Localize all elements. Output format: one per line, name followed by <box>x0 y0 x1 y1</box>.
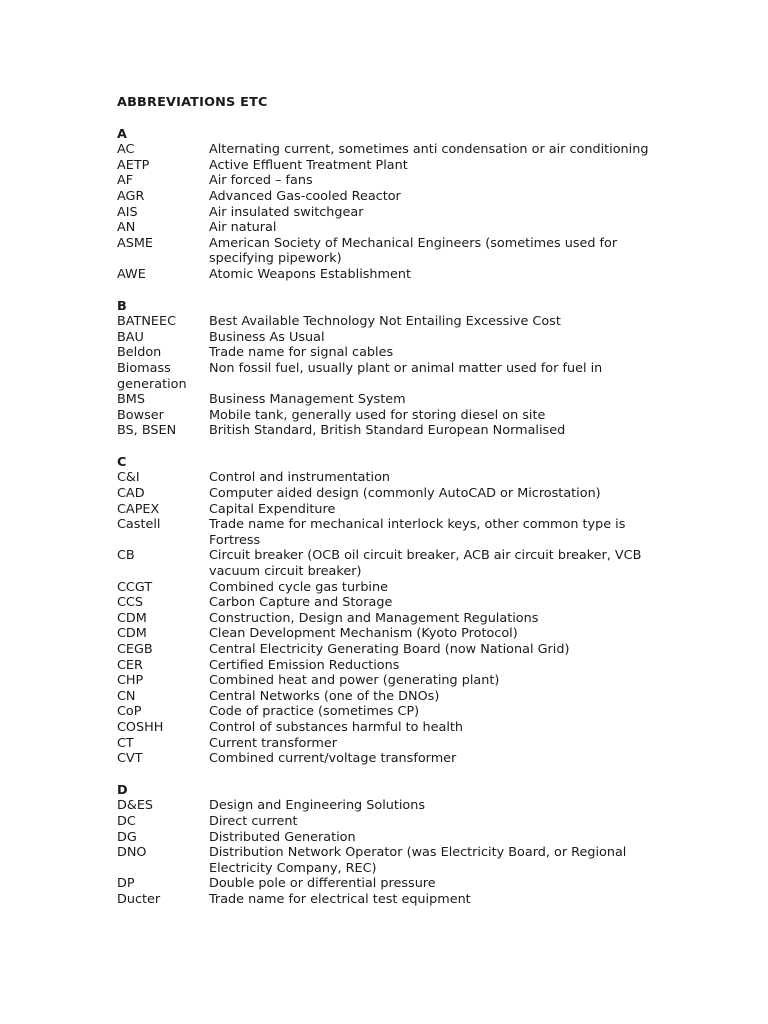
abbreviation-term: Bowser <box>117 407 164 423</box>
glossary-sections <box>117 127 677 908</box>
abbreviation-definition: Construction, Design and Management Regulations <box>209 610 539 626</box>
abbreviation-definition: Control and instrumentation <box>209 470 391 486</box>
section-letter-heading: A <box>117 126 127 142</box>
abbreviation-definition: Trade name for electrical test equipment <box>209 891 471 907</box>
abbreviation-definition: Clean Development Mechanism (Kyoto Protocol) <box>209 626 518 642</box>
abbreviation-term: CCGT <box>117 579 153 595</box>
glossary-entry <box>117 720 677 736</box>
glossary-entry <box>117 345 677 361</box>
abbreviation-term: AN <box>117 220 136 236</box>
glossary-entry <box>117 502 677 518</box>
abbreviation-term: ASME <box>117 235 154 251</box>
abbreviation-definition: Certified Emission Reductions <box>209 657 400 673</box>
abbreviation-definition: Combined heat and power (generating plant) <box>209 673 500 689</box>
abbreviation-term: CoP <box>117 704 142 720</box>
abbreviation-definition: Business Management System <box>209 392 406 408</box>
abbreviation-term: DG <box>117 829 137 845</box>
abbreviation-definition: Control of substances harmful to health <box>209 719 464 735</box>
abbreviation-definition: Alternating current, sometimes anti condensation or air conditioning <box>209 142 649 158</box>
glossary-entry <box>117 392 677 408</box>
abbreviation-definition: Carbon Capture and Storage <box>209 595 393 611</box>
abbreviation-term: CAPEX <box>117 501 160 517</box>
glossary-entry <box>117 892 677 908</box>
glossary-entry <box>117 470 677 486</box>
section-letter-heading: C <box>117 454 127 470</box>
abbreviation-term: AGR <box>117 188 145 204</box>
abbreviation-term: BATNEEC <box>117 314 177 330</box>
glossary-entry <box>117 845 677 876</box>
glossary-entry <box>117 314 677 330</box>
abbreviation-term: Castell <box>117 517 161 533</box>
abbreviation-definition: Business As Usual <box>209 329 325 345</box>
abbreviation-term: DP <box>117 876 135 892</box>
glossary-entry <box>117 626 677 642</box>
section-letter-heading: D <box>117 782 128 798</box>
abbreviation-term: CAD <box>117 486 145 502</box>
abbreviation-term: Biomass generation <box>117 360 187 392</box>
abbreviation-definition: Trade name for mechanical interlock keys, other common type is Fortress <box>209 517 626 548</box>
abbreviation-term: AC <box>117 142 135 158</box>
glossary-entry <box>117 751 677 767</box>
glossary-section-a <box>117 127 677 283</box>
abbreviation-definition: Best Available Technology Not Entailing Excessive Cost <box>209 314 561 330</box>
glossary-entry <box>117 814 677 830</box>
glossary-entry <box>117 673 677 689</box>
abbreviation-term: DNO <box>117 845 147 861</box>
abbreviation-definition: Atomic Weapons Establishment <box>209 266 412 282</box>
glossary-entry <box>117 267 677 283</box>
abbreviation-definition: Direct current <box>209 813 298 829</box>
abbreviation-term: CDM <box>117 626 147 642</box>
abbreviation-definition: Non fossil fuel, usually plant or animal matter used for fuel in <box>209 360 603 376</box>
abbreviation-term: C&I <box>117 470 140 486</box>
abbreviation-term: Ducter <box>117 891 161 907</box>
abbreviation-definition: Air natural <box>209 220 277 236</box>
glossary-entry <box>117 205 677 221</box>
glossary-entry <box>117 642 677 658</box>
abbreviation-definition: Current transformer <box>209 735 337 751</box>
glossary-entry <box>117 876 677 892</box>
abbreviation-definition: Central Networks (one of the DNOs) <box>209 688 440 704</box>
abbreviation-term: DC <box>117 813 136 829</box>
abbreviation-definition: Distributed Generation <box>209 829 356 845</box>
abbreviation-term: COSHH <box>117 719 164 735</box>
abbreviation-term: AWE <box>117 266 146 282</box>
glossary-entry <box>117 517 677 548</box>
abbreviation-term: AETP <box>117 157 150 173</box>
abbreviation-term: AF <box>117 173 134 189</box>
abbreviation-term: CB <box>117 548 135 564</box>
abbreviation-term: CCS <box>117 595 143 611</box>
glossary-entry <box>117 486 677 502</box>
abbreviation-term: CT <box>117 735 134 751</box>
abbreviation-definition: Design and Engineering Solutions <box>209 798 426 814</box>
abbreviation-definition: American Society of Mechanical Engineers (sometimes used for specifying pipework) <box>209 235 618 267</box>
abbreviation-definition: Computer aided design (commonly AutoCAD or Microstation) <box>209 486 601 502</box>
glossary-section-b <box>117 299 677 439</box>
abbreviation-definition: Combined current/voltage transformer <box>209 751 457 767</box>
abbreviation-definition: Capital Expenditure <box>209 501 336 517</box>
glossary-entry <box>117 611 677 627</box>
abbreviation-term: D&ES <box>117 798 154 814</box>
glossary-entry <box>117 689 677 705</box>
abbreviation-term: BAU <box>117 329 144 345</box>
abbreviation-definition: Mobile tank, generally used for storing diesel on site <box>209 407 546 423</box>
document-page <box>117 95 677 924</box>
abbreviation-term: Beldon <box>117 345 162 361</box>
abbreviation-definition: British Standard, British Standard European Normalised <box>209 423 566 439</box>
abbreviation-definition: Distribution Network Operator (was Electricity Board, or Regional Electricity Company, REC) <box>209 845 627 876</box>
abbreviation-term: AIS <box>117 204 138 220</box>
abbreviation-definition: Air forced – fans <box>209 173 313 189</box>
section-letter-heading: B <box>117 298 127 314</box>
glossary-entry <box>117 220 677 236</box>
abbreviation-definition: Code of practice (sometimes CP) <box>209 704 420 720</box>
glossary-entry <box>117 236 677 267</box>
glossary-entry <box>117 158 677 174</box>
glossary-entry <box>117 658 677 674</box>
abbreviation-definition: Air insulated switchgear <box>209 204 364 220</box>
glossary-section-c <box>117 455 677 767</box>
abbreviation-term: CDM <box>117 610 147 626</box>
abbreviation-definition: Circuit breaker (OCB oil circuit breaker, ACB air circuit breaker, VCB vacuum circuit breaker) <box>209 548 642 580</box>
glossary-entry <box>117 142 677 158</box>
glossary-entry <box>117 189 677 205</box>
glossary-entry <box>117 548 677 579</box>
abbreviation-term: CHP <box>117 673 144 689</box>
abbreviation-definition: Trade name for signal cables <box>209 345 394 361</box>
abbreviation-term: CEGB <box>117 642 153 657</box>
abbreviation-term: CVT <box>117 751 143 767</box>
abbreviation-definition: Combined cycle gas turbine <box>209 579 388 595</box>
abbreviation-definition: Active Effluent Treatment Plant <box>209 157 408 173</box>
abbreviation-definition: Advanced Gas-cooled Reactor <box>209 188 401 204</box>
glossary-entry <box>117 423 677 439</box>
glossary-entry <box>117 830 677 846</box>
glossary-entry <box>117 330 677 346</box>
abbreviation-term: BMS <box>117 392 145 408</box>
glossary-entry <box>117 704 677 720</box>
abbreviation-definition: Central Electricity Generating Board (now National Grid) <box>209 642 570 657</box>
glossary-entry <box>117 798 677 814</box>
glossary-entry <box>117 408 677 424</box>
abbreviation-term: CER <box>117 657 143 673</box>
document-title: ABBREVIATIONS ETC <box>117 95 268 110</box>
glossary-section-d <box>117 783 677 908</box>
glossary-entry <box>117 361 677 392</box>
abbreviation-term: CN <box>117 688 136 704</box>
glossary-entry <box>117 173 677 189</box>
glossary-entry <box>117 595 677 611</box>
glossary-entry <box>117 736 677 752</box>
abbreviation-definition: Double pole or differential pressure <box>209 876 436 892</box>
abbreviation-term: BS, BSEN <box>117 423 177 439</box>
glossary-entry <box>117 580 677 596</box>
